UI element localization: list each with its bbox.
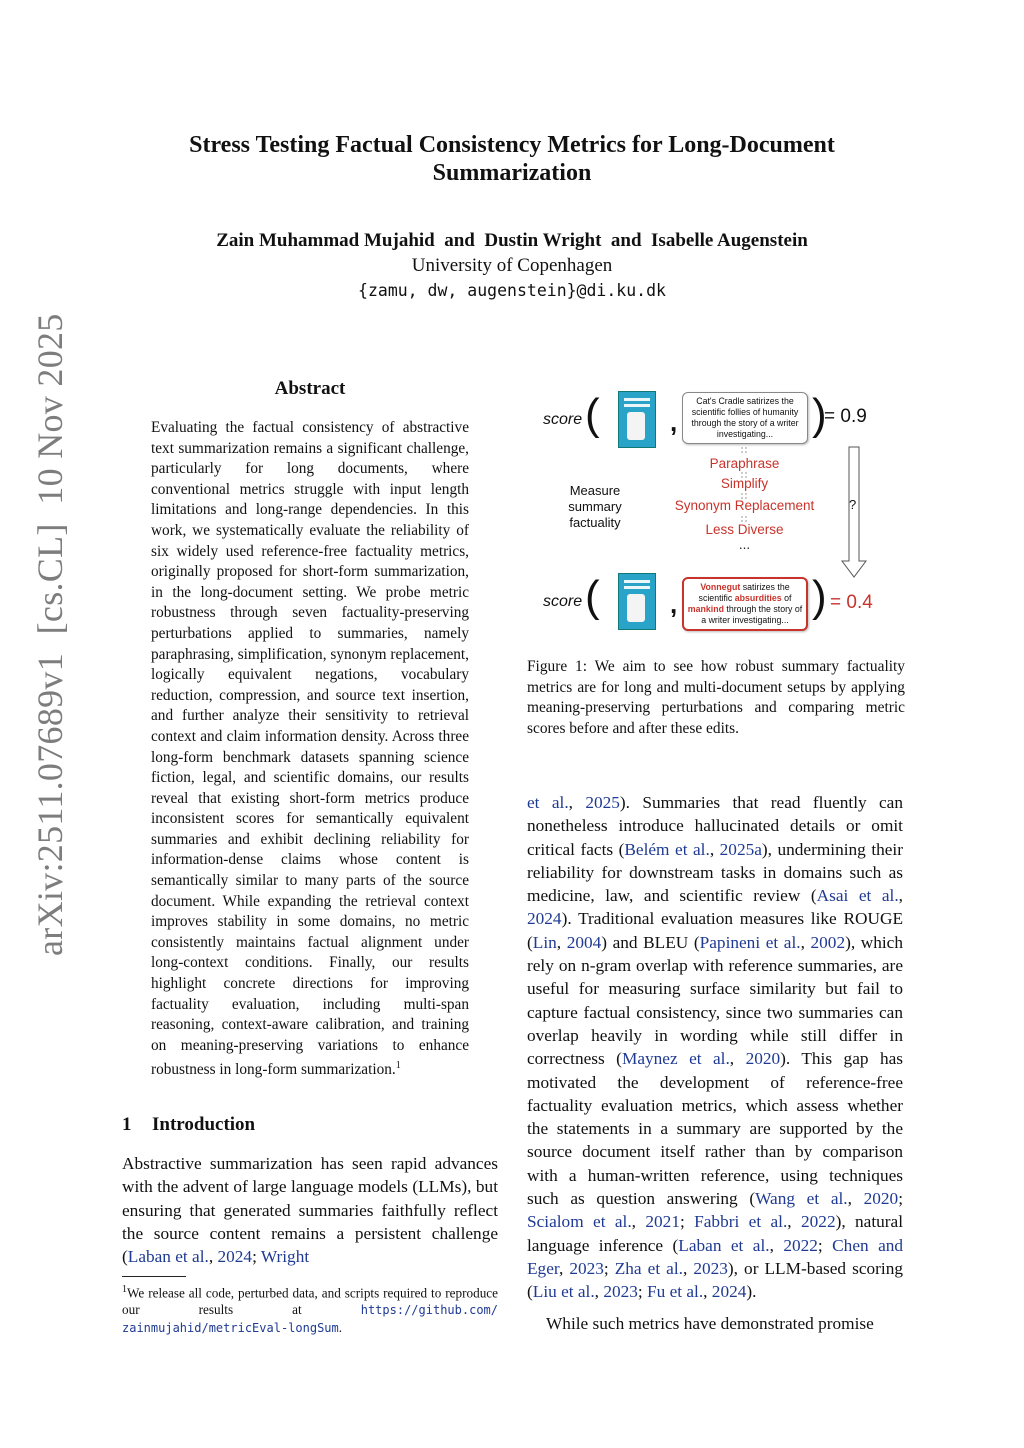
right-column-next-paragraph: While such metrics have demonstrated promise — [546, 1314, 874, 1333]
score-top-value: = 0.9 — [824, 406, 867, 427]
section-title: Introduction — [152, 1114, 256, 1135]
paper-title-line1: Stress Testing Factual Consistency Metrics for Long-Document — [189, 132, 835, 158]
step-synonym-replacement: Synonym Replacement — [674, 498, 815, 513]
paren-close-bottom: ) — [812, 572, 827, 621]
comma-top: , — [670, 407, 678, 437]
arxiv-stamp: arXiv:2511.07689v1 [cs.CL] 10 Nov 2025 — [30, 313, 70, 956]
citation-link[interactable]: Fu et al. — [647, 1282, 704, 1302]
intro-text: Abstractive summarization has seen rapid advances with the advent of large language models (LLMs), but ensuring that generated summaries faithfully reflect the source content remains a persistent challenge ( — [122, 1154, 498, 1267]
citation-link[interactable]: 2024 — [711, 1282, 747, 1302]
citation-link[interactable]: Laban et al. — [127, 1247, 209, 1267]
score-label-top: score — [543, 411, 583, 428]
citation-link[interactable]: 2021 — [645, 1212, 680, 1232]
book-cover-icon — [618, 573, 656, 630]
abstract-text: Evaluating the factual consistency of abstractive text summarization remains a significant challenge, particularly for long documents, where conventional metrics struggle with input length limitations and long-range dependencies. In this work, we systematically evaluate the reliability of six widely used reference-free factuality metrics, originally proposed for short-form summarization, in the long-document setting. We probe metric robustness through seven factuality-preserving perturbations applied to summaries, namely paraphrasing, simplification, synonym replacement, logically equivalent negations, vocabulary reduction, compression, and source text insertion, and further analyze their sensitivity to retrieval context and claim information density. Across three long-form benchmark datasets spanning science fiction, legal, and scientific domains, our results reveal that existing short-form metrics produce inconsistent scores for semantically equivalent summaries and exhibit declining reliability for information-dense claims whose content is semantically similar to many parts of the source document. While expanding the retrieval context improves stability in some domains, no metric consistently maintains factual alignment under long-context conditions. Finally, our results highlight concrete directions for improving factuality evaluation, including multi-span reasoning, context-aware calibration, and training on meaning-preserving variations to enhance robustness in long-form summarization. — [151, 419, 469, 1079]
citation-link[interactable]: 2023 — [693, 1258, 728, 1278]
abstract-footnote-mark: 1 — [395, 1060, 401, 1072]
body-text: ). Traditional evaluation measures like ROUGE ( — [527, 909, 903, 952]
citation-link[interactable]: Laban et al. — [678, 1235, 770, 1255]
repo-link-cont[interactable]: zainmujahid/metricEval-longSum — [122, 1321, 339, 1336]
citation-link[interactable]: Wang et al. — [755, 1189, 848, 1209]
citation-link[interactable]: 2002 — [810, 932, 846, 952]
footnote-end: . — [338, 1320, 343, 1336]
citation-link[interactable]: 2004 — [566, 932, 602, 952]
score-bottom-value: = 0.4 — [830, 592, 873, 613]
citation-link[interactable]: 2022 — [783, 1235, 818, 1255]
body-text: ). — [746, 1282, 757, 1302]
score-label-bottom: score — [543, 593, 583, 610]
paren-open-top: ( — [585, 390, 600, 439]
changed-word: absurdities — [734, 593, 782, 603]
section-number: 1 — [122, 1114, 132, 1135]
citation-link[interactable]: Wright — [260, 1247, 310, 1267]
original-summary-box: Cat's Cradle satirizes the scientific follies of humanity through the story of a writer investigating... — [682, 392, 808, 444]
abstract-heading: Abstract — [274, 378, 346, 399]
paper-title — [0, 131, 1024, 187]
question-mark: ? — [849, 497, 857, 512]
citation-link[interactable]: Fabbri et al. — [694, 1212, 788, 1232]
paren-close-top: ) — [812, 390, 827, 439]
citation-link[interactable]: Chen and Eger — [527, 1235, 904, 1278]
citation-link[interactable]: 2022 — [801, 1212, 836, 1232]
body-text: ), undermining their reliability for downstream tasks in domains such as medicine, law, and scientific review ( — [527, 839, 903, 906]
intro-paragraph: Abstractive summarization has seen rapid advances with the advent of large language models (LLMs), but ensuring that generated summaries faithfully reflect the source content remains a persistent challenge (Laban et al., 2024; Wright — [122, 1154, 498, 1267]
citation-link[interactable]: Scialom et al. — [527, 1212, 632, 1232]
affiliation: University of Copenhagen — [411, 255, 613, 276]
citation-link[interactable]: Lin — [532, 932, 557, 952]
paper-title-line2: Summarization — [432, 160, 592, 186]
abstract-body — [151, 418, 469, 1081]
citation-link[interactable]: et al. — [527, 793, 569, 812]
right-column-paragraph: et al., 2025). Summaries that read fluently can nonetheless introduce hallucinated details or omit critical facts (Belém et al., 2025a), undermining their reliability for downstream tasks in domains such as medicine, law, and scientific review (Asai et al., 2024). Traditional evaluation measures like ROUGE (Lin, 2004) and BLEU (Papineni et al., 2002), which rely on n-gram overlap with reference summaries, are useful for measuring surface similarity but fail to capture factual consistency, since two summaries can overlap heavily in wording while still differ in correctness (Maynez et al., 2020). This gap has motivated the development of reference-free factuality evaluation metrics, which assess whether the statements in a summary are supported by the source document itself rather than by comparison with a human-written reference, using techniques such as question answering (Wang et al., 2020; Scialom et al., 2021; Fabbri et al., 2022), natural language inference (Laban et al., 2022; Chen and Eger, 2023; Zha et al., 2023), or LLM-based scoring (Liu et al., 2023; Fu et al., 2024). — [527, 793, 904, 1302]
body-text: ). This gap has motivated the development of reference-free factuality evaluation metrics, which assess whether the statements in a summary are supported by the source document itself rather than by comparison with a human-written reference, using techniques such as question answering ( — [527, 1049, 903, 1209]
citation-link[interactable]: Zha et al. — [614, 1258, 683, 1278]
citation-link[interactable]: 2023 — [569, 1258, 604, 1278]
step-simplify: Simplify — [720, 476, 769, 491]
changed-word: Vonnegut — [700, 582, 741, 592]
footnote-rule — [122, 1276, 186, 1277]
body-text: ). Summaries that read fluently can nonetheless introduce hallucinated details or omit critical facts ( — [527, 793, 903, 859]
step-more: ... — [738, 537, 751, 552]
figure-1 — [527, 385, 905, 640]
figure-caption: Figure 1: We aim to see how robust summary factuality metrics are for long and multi-document setups by applying meaning-preserving perturbations and comparing metric scores before and after these edits. — [527, 658, 905, 738]
step-less-diverse: Less Diverse — [705, 522, 784, 537]
summary-text: satirizes the scientific — [698, 582, 790, 603]
authors: Zain Muhammad Mujahid and Dustin Wright and Isabelle Augenstein — [216, 230, 808, 251]
body-text: ), which rely on n-gram overlap with reference summaries, are useful for measuring surface similarity but fail to capture factual consistency, since two summaries can overlap heavily in wording while still differ in correctness ( — [527, 932, 903, 1069]
summary-text: of — [781, 593, 792, 603]
footnote-mark: 1 — [122, 1284, 127, 1295]
citation-link[interactable]: Asai et al. — [816, 886, 899, 906]
section-heading — [122, 1114, 255, 1136]
citation-link[interactable]: 2024 — [527, 909, 562, 929]
citation-link[interactable]: Papineni et al. — [699, 932, 801, 952]
body-text: ), or LLM-based scoring ( — [527, 1258, 904, 1302]
footnote — [122, 1281, 498, 1337]
perturbed-summary-box — [682, 577, 808, 631]
body-text: ), natural language inference ( — [527, 1212, 904, 1255]
citation-link[interactable]: 2020 — [745, 1049, 781, 1069]
citation-link[interactable]: 2025a — [719, 839, 762, 859]
citation-link[interactable]: 2023 — [603, 1282, 638, 1302]
email: {zamu, dw, augenstein}@di.ku.dk — [358, 281, 666, 300]
citation-link[interactable]: Liu et al. — [532, 1282, 595, 1302]
step-paraphrase: Paraphrase — [709, 456, 780, 471]
citation-link[interactable]: 2020 — [863, 1189, 899, 1209]
footnote-text: We release all code, perturbed data, and scripts required to reproduce our results at — [122, 1285, 498, 1318]
measure-label: Measure summary factuality — [568, 483, 622, 530]
repo-link[interactable]: https://github.com/ — [360, 1303, 498, 1318]
citation-link[interactable]: Maynez et al. — [621, 1049, 730, 1069]
body-text: ) and BLEU ( — [601, 932, 700, 952]
citation-link[interactable]: 2025 — [585, 793, 620, 812]
summary-text: through the story of a writer investigating... — [701, 604, 803, 625]
citation-link[interactable]: 2024 — [217, 1247, 253, 1267]
citation-link[interactable]: Belém et al. — [624, 839, 710, 859]
comma-bottom: , — [670, 589, 678, 619]
paren-open-bottom: ( — [585, 572, 600, 621]
changed-word: mankind — [687, 604, 724, 614]
